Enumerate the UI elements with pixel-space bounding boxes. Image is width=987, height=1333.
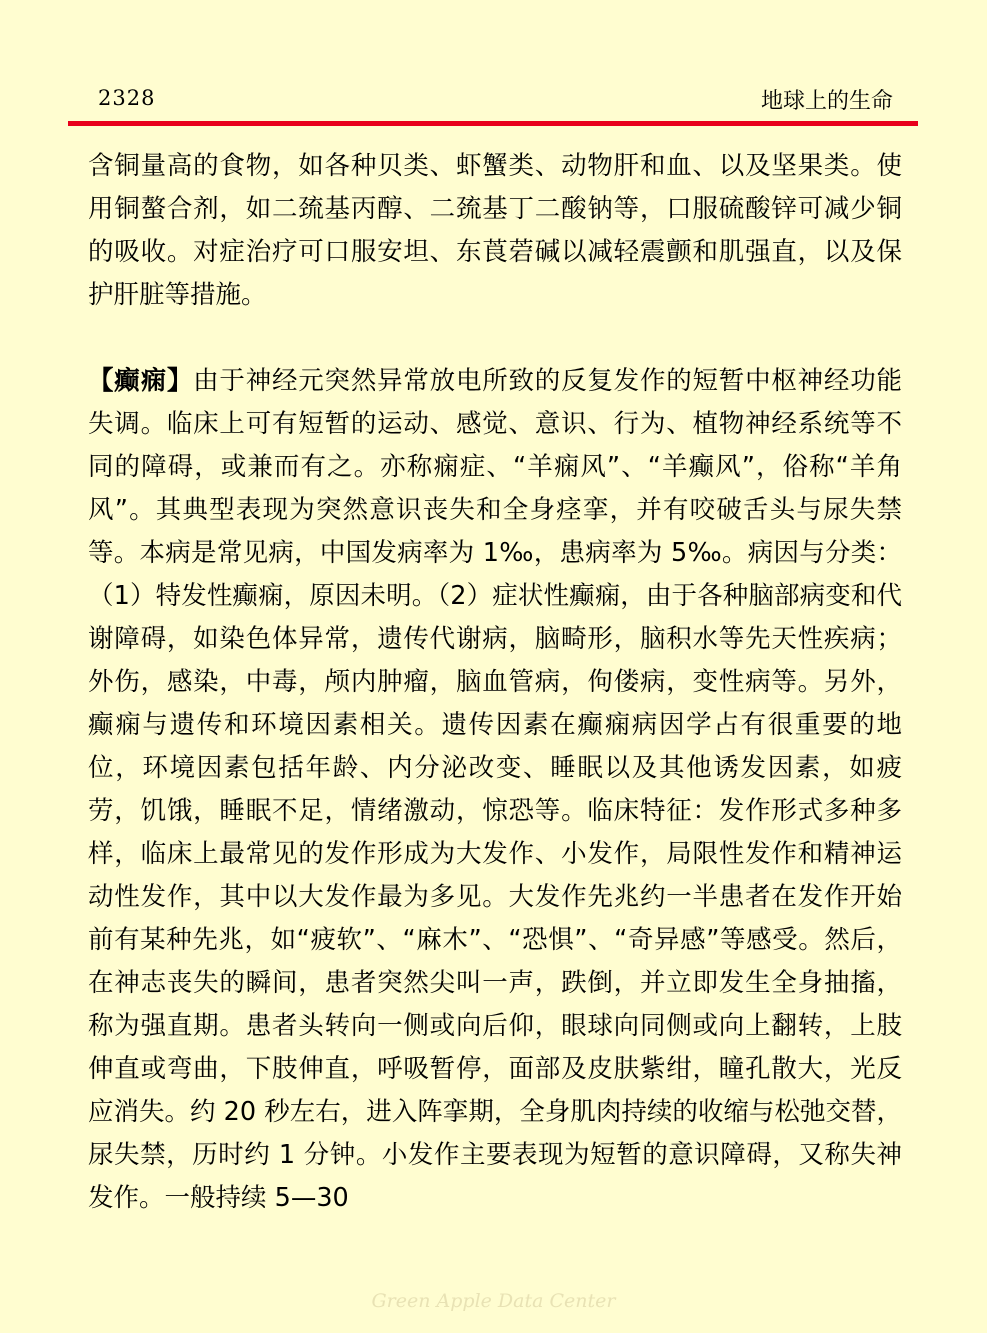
paragraph-continued: 含铜量高的食物，如各种贝类、虾蟹类、动物肝和血、以及坚果类。使用铜螯合剂，如二巯基丙醇、二巯基丁二酸钠等，口服硫酸锌可减少铜的吸收。对症治疗可口服安坦、东莨菪碱以减轻震颤和肌强直，以及保护肝脏等措施。	[88, 151, 902, 310]
entry-definition: 由于神经元突然异常放电所致的反复发作的短暂中枢神经功能失调。临床上可有短暂的运动、感觉、意识、行为、植物神经系统等不同的障碍，或兼而有之。亦称痫症、“羊痫风”、“羊癫风”，俗称“羊角风”。其典型表现为突然意识丧失和全身痉挛，并有咬破舌头与尿失禁等。本病是常见病，中国发病率为 1‰，患病率为 5‰。病因与分类：（1）特发性癫痫，原因未明。（2）症状性癫痫，由于各种脑部病变和代谢障碍，如染色体异常，遗传代谢病，脑畸形，脑积水等先天性疾病；外伤，感染，中毒，颅内肿瘤，脑血管病，佝偻病，变性病等。另外，癫痫与遗传和环境因素相关。遗传因素在癫痫病因学占有很重要的地位，环境因素包括年龄、内分泌改变、睡眠以及其他诱发因素，如疲劳，饥饿，睡眠不足，情绪激动，惊恐等。临床特征：发作形式多种多样，临床上最常见的发作形成为大发作、小发作，局限性发作和精神运动性发作，其中以大发作最为多见。大发作先兆约一半患者在发作开始前有某种先兆，如“疲软”、“麻木”、“恐惧”、“奇异感”等感受。然后，在神志丧失的瞬间，患者突然尖叫一声，跌倒，并立即发生全身抽搐，称为强直期。患者头转向一侧或向后仰，眼球向同侧或向上翻转，上肢伸直或弯曲，下肢伸直，呼吸暂停，面部及皮肤紫绀，瞳孔散大，光反应消失。约 20 秒左右，进入阵挛期，全身肌肉持续的收缩与松弛交替，尿失禁，历时约 1 分钟。小发作主要表现为短暂的意识障碍，又称失神发作。一般持续 5—30	[88, 366, 902, 1213]
watermark: Green Apple Data Center	[371, 1290, 616, 1312]
entry-term: 【癫痫】	[88, 366, 194, 396]
running-title: 地球上的生命	[760, 89, 893, 114]
header-rule	[68, 121, 918, 126]
page-number: 2328	[98, 86, 156, 110]
body-text	[88, 145, 902, 1220]
paragraph-entry	[88, 360, 902, 1220]
